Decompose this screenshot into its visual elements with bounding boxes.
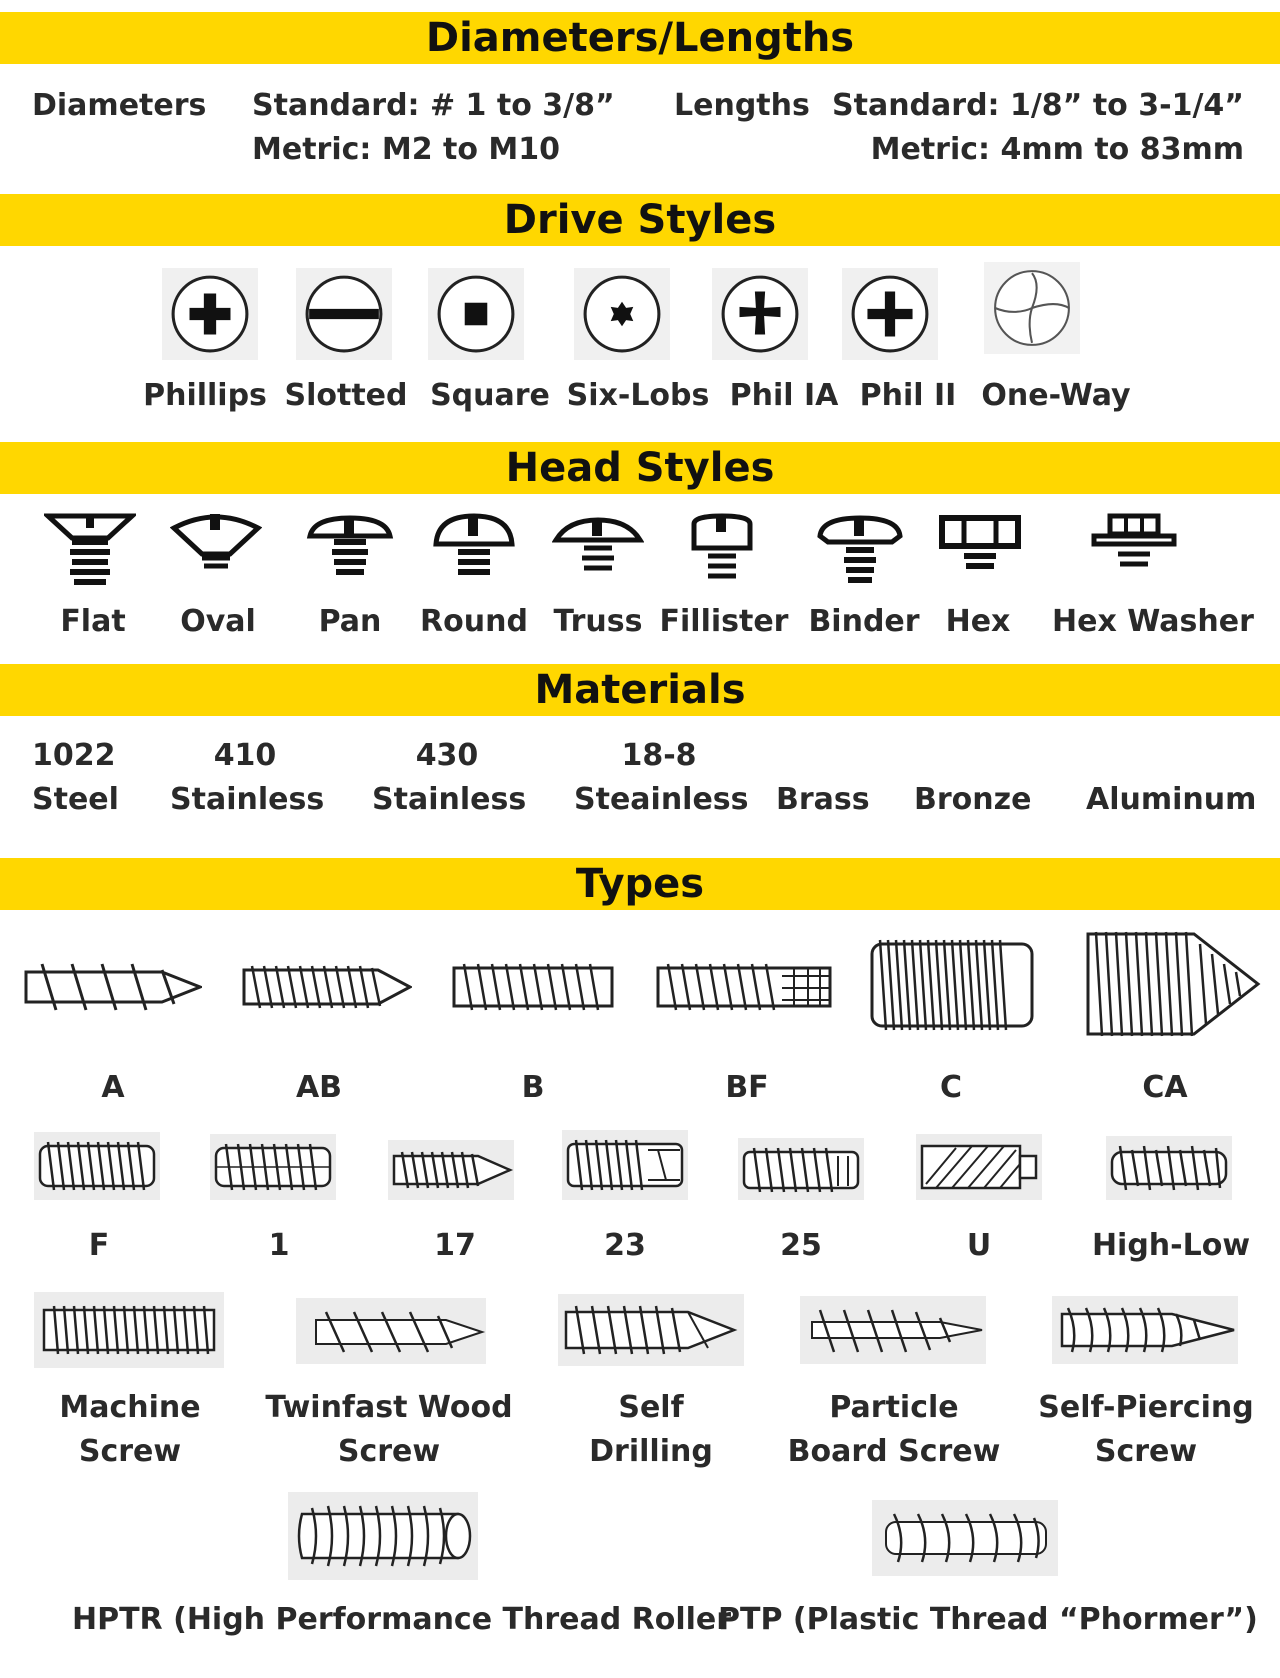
type-label-machine-screw-line1: Machine (59, 1390, 201, 1425)
machine-screw-image (34, 1292, 224, 1368)
drive-label-one-way: One-Way (981, 378, 1131, 413)
type-a-screw-image (22, 942, 202, 1032)
hptr-screw-image (288, 1492, 478, 1580)
type-label-ca: CA (1142, 1070, 1188, 1105)
head-label-pan: Pan (318, 604, 382, 639)
type-high-low-screw-image (1106, 1136, 1232, 1200)
drive-label-phil-ia: Phil IA (729, 378, 839, 413)
section-header-dimensions: Diameters/Lengths (0, 12, 1280, 64)
square-drive-icon (428, 268, 524, 360)
material-430-stainless: Stainless (372, 782, 527, 817)
oval-head-icon (170, 512, 262, 588)
particle-board-screw-image (800, 1296, 986, 1364)
head-label-hex: Hex (945, 604, 1011, 639)
material-brass-label: Brass (776, 782, 870, 817)
flat-head-icon (44, 512, 136, 588)
material-steel: Steel (32, 782, 119, 817)
material-18-8-grade: 18-8 (621, 738, 697, 773)
type-label-1: 1 (268, 1228, 290, 1263)
type-label-self-piercing-line1: Self-Piercing (1038, 1390, 1254, 1425)
six-lobe-drive-icon (574, 268, 670, 360)
slotted-drive-icon (296, 268, 392, 360)
type-label-hptr: HPTR (High Performance Thread Roller (72, 1602, 732, 1637)
material-aluminum: Aluminum (1086, 782, 1257, 817)
type-25-screw-image (738, 1138, 864, 1200)
type-f-screw-image (34, 1132, 160, 1200)
type-label-bf: BF (725, 1070, 769, 1105)
phillips-ii-drive-icon (842, 268, 938, 360)
type-label-23: 23 (604, 1228, 646, 1263)
phillips-drive-icon (162, 268, 258, 360)
type-label-high-low: High-Low (1091, 1228, 1251, 1263)
self-piercing-screw-image (1052, 1296, 1238, 1364)
material-410-grade: 410 (213, 738, 277, 773)
section-header-types: Types (0, 858, 1280, 910)
self-drilling-screw-image (558, 1294, 744, 1366)
type-label-f: F (88, 1228, 110, 1263)
type-label-u: U (966, 1228, 992, 1263)
type-label-b: B (521, 1070, 545, 1105)
head-label-hex-washer: Hex Washer (1052, 604, 1254, 639)
type-label-17: 17 (434, 1228, 476, 1263)
diameters-metric: Metric: M2 to M10 (252, 132, 561, 167)
type-ca-screw-image (1082, 926, 1262, 1042)
type-label-ptp: PTP (Plastic Thread “Phormer”) (718, 1602, 1258, 1637)
head-label-fillister: Fillister (659, 604, 789, 639)
type-c-screw-image (868, 932, 1038, 1038)
truss-head-icon (552, 512, 644, 588)
type-17-screw-image (388, 1140, 514, 1200)
one-way-drive-icon (984, 262, 1080, 354)
section-header-head-styles: Head Styles (0, 442, 1280, 494)
type-label-ab: AB (295, 1070, 343, 1105)
fillister-head-icon (676, 512, 768, 588)
head-label-round: Round (420, 604, 528, 639)
type-label-self-drilling-line2: Drilling (589, 1434, 713, 1469)
type-ab-screw-image (240, 942, 412, 1032)
type-label-twinfast-line1: Twinfast Wood (265, 1390, 513, 1425)
type-label-a: A (101, 1070, 125, 1105)
drive-label-square: Square (430, 378, 550, 413)
pan-head-icon (304, 512, 396, 588)
type-23-screw-image (562, 1130, 688, 1200)
type-label-machine-screw-line2: Screw (78, 1434, 182, 1469)
type-label-self-piercing-line2: Screw (1094, 1434, 1198, 1469)
type-1-screw-image (210, 1134, 336, 1200)
material-18-8-stainless: Steainless (574, 782, 749, 817)
binder-head-icon (814, 512, 906, 588)
material-steel-grade: 1022 (32, 738, 116, 773)
type-b-screw-image (450, 944, 618, 1030)
hex-washer-head-icon (1088, 512, 1180, 588)
drive-label-slotted: Slotted (284, 378, 408, 413)
hex-head-icon (934, 512, 1026, 588)
ptp-screw-image (872, 1500, 1058, 1576)
lengths-standard: Standard: 1/8” to 3-1/4” (832, 88, 1244, 123)
type-label-particle-board-line1: Particle (829, 1390, 959, 1425)
drive-label-phil-ii: Phil II (859, 378, 957, 413)
material-430-grade: 430 (415, 738, 479, 773)
material-bronze: Bronze (914, 782, 1032, 817)
head-label-truss: Truss (553, 604, 643, 639)
type-label-self-drilling-line1: Self (618, 1390, 684, 1425)
type-label-twinfast-line2: Screw (337, 1434, 441, 1469)
type-label-c: C (939, 1070, 963, 1105)
drive-label-phillips: Phillips (143, 378, 267, 413)
head-label-flat: Flat (60, 604, 126, 639)
round-head-icon (428, 512, 520, 588)
type-u-screw-image (916, 1134, 1042, 1200)
twinfast-wood-screw-image (296, 1298, 486, 1364)
diameters-standard: Standard: # 1 to 3/8” (252, 88, 615, 123)
head-label-binder: Binder (808, 604, 920, 639)
section-header-drive-styles: Drive Styles (0, 194, 1280, 246)
type-label-particle-board-line2: Board Screw (787, 1434, 1001, 1469)
type-bf-screw-image (654, 944, 836, 1030)
head-label-oval: Oval (180, 604, 256, 639)
lengths-metric: Metric: 4mm to 83mm (870, 132, 1244, 167)
lengths-label: Lengths (674, 88, 810, 123)
material-410-stainless: Stainless (170, 782, 325, 817)
drive-label-six-lobs: Six-Lobs (566, 378, 710, 413)
phillips-ia-drive-icon (712, 268, 808, 360)
type-label-25: 25 (780, 1228, 822, 1263)
section-header-materials: Materials (0, 664, 1280, 716)
diameters-label: Diameters (32, 88, 207, 123)
